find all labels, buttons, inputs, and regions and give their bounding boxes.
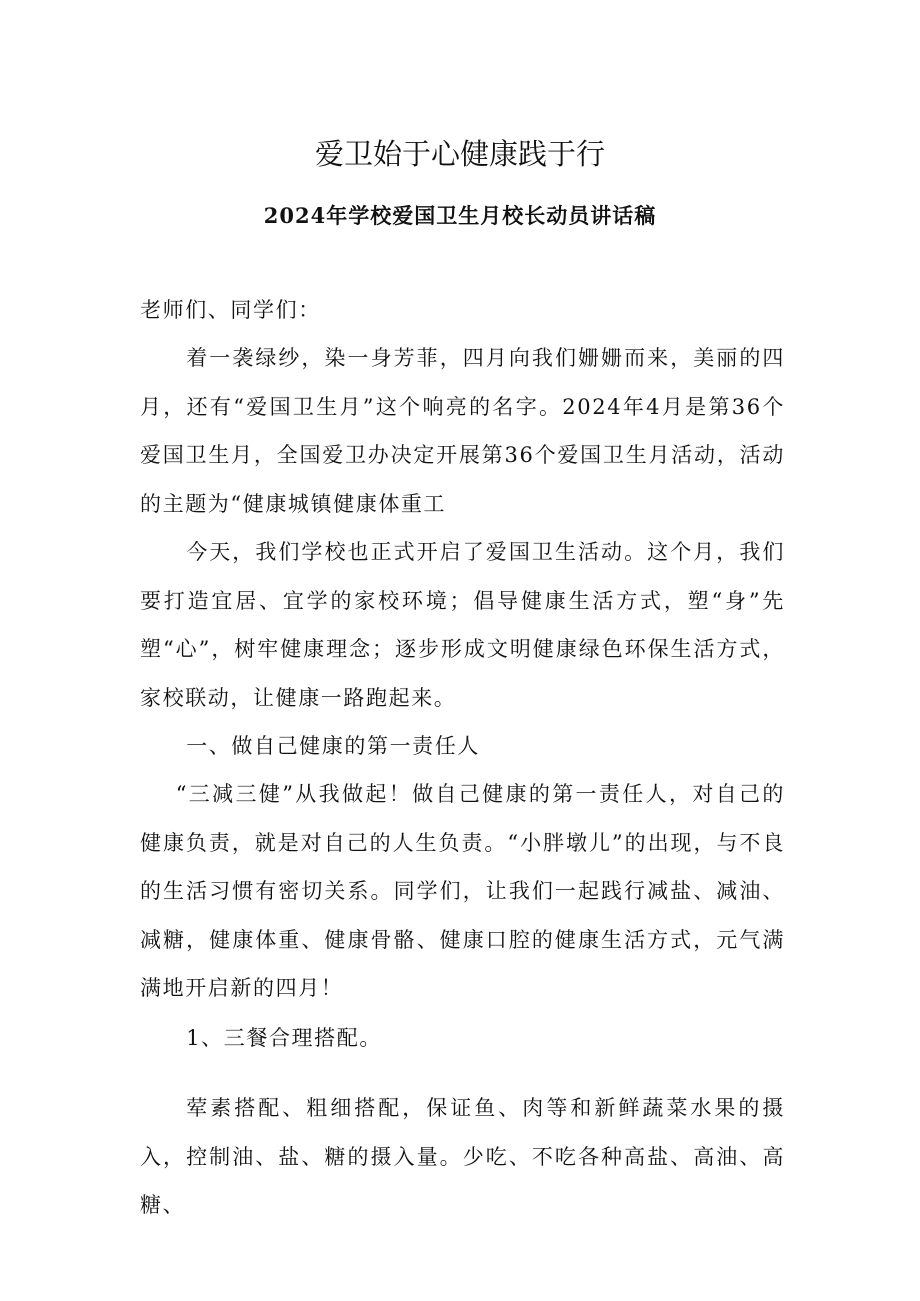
paragraph-meal-balance: 荤素搭配、粗细搭配，保证鱼、肉等和新鲜蔬菜水果的摄入，控制油、盐、糖的摄入量。少吃、不吃各种高盐、高油、高糖、: [140, 1096, 785, 1217]
document-title: 爱卫始于心健康践于行: [314, 137, 605, 171]
paragraph-three-reductions: “三减三健”从我做起！做自己健康的第一责任人，对自己的健康负责，就是对自己的人生负责。“小胖墩儿”的出现，与不良的生活习惯有密切关系。同学们，让我们一起践行减盐、减油、减糖，健康体重、健康骨骼、健康口腔的健康生活方式，元气满满地开启新的四月！: [140, 782, 785, 1000]
document-subtitle: 2024年学校爱国卫生月校长动员讲话稿: [263, 203, 657, 228]
section-heading-1: 一、做自己健康的第一责任人: [186, 734, 480, 758]
paragraph-intro: 着一袭绿纱，染一身芳菲，四月向我们姗姗而来，美丽的四月，还有“爱国卫生月”这个响亮的名字。2024年4月是第36个爱国卫生月，全国爱卫办决定开展第36个爱国卫生月活动，活动的主题为“健康城镇健康体重工: [140, 346, 785, 516]
greeting: 老师们、同学们：: [140, 298, 321, 322]
subsection-heading-1: 1、三餐合理搭配。: [186, 1026, 382, 1050]
paragraph-school-activity: 今天，我们学校也正式开启了爱国卫生活动。这个月，我们要打造宜居、宜学的家校环境；倡导健康生活方式，塑“身”先塑“心”，树牢健康理念；逐步形成文明健康绿色环保生活方式，家校联动，让健康一路跑起来。: [140, 540, 785, 710]
